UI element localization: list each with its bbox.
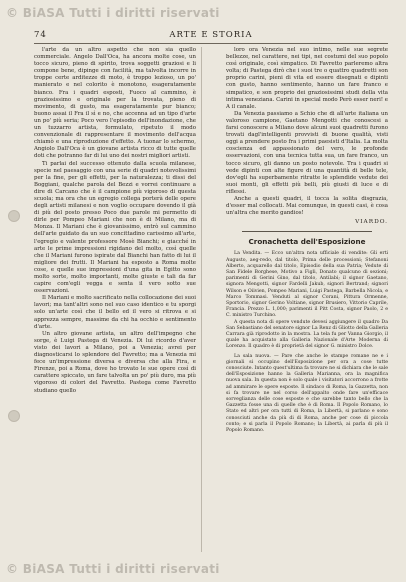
left-column [34, 47, 196, 554]
article-paragraph: Un altro giovane artista, un altro dell'impegno che sorge, è Luigi Pastega di Venezia. Di lui ricordo d'aver visto dei lavori a Milano, poi a Venezia; avrei per diagnosticarsi lo splendore del Favretto; ma a Venezia mi fece un'impressione diversa e diversa che alla Fira, e Firenze, poi a Roma, dove ho trovato le sue opere così di carattere spiccato, un fare talvolta un po' più duro, ma più vigoroso di colori del Favretto. Pastega come Favretto studiano quello [34, 330, 196, 394]
news-item: La Vendita. — Ecco un'altra nota ufficiale di vendite: Gli erti Augusto, aeg-redo, dal titolo, Prima delle processioni; Stefanoni Alberto, acquarello dal titolo, Episodio della sua Patria; Vedute di San Fidele Borghese, Motivo a Figli, Donato qualcuno di sezioni; parimenti di Gerini Gino, dal titolo, Antilabi; il signor Gaetano, signora Mengotti, signor Fardelli Jakub, signori Bertrand; signori Wilson e Oiivien, Pompeo Mariani, Luigi Pastega, Barbella Nicola, e Marco Tommasi. Venduti al signor Corani, Pittura Ormenne, Sportorio, signor Gerino Voltiane, signor Brusiero, Vittorio Caprile, Francia. Prezzo L. 1,000; parimenti il Pitt Costa, signor Paolo, 2 e C. ministro Turchino. [226, 251, 388, 319]
news-item: La sala nuova. — Pare che anche le stampe romane ne e i giornali si occupino dell'Esposizione per ora a cose tutte conosciute. Intanto quest'ultima fa trovare ne si dichiara che le sale dell'Esposizione hanno la Galleria Marianna, ora la magnifica nuova sala. In questa non è solo quale i visitatori accorrono a frotte ad ammirare le opere esposte. Il sindaco di Roma, la Gazzetta, non si fa trovare ne nel corso dell'appalto onde fare un'efficace sorveglianza delle cose esposte e che sarebbe tanto bello che la Gazzetta fosse una di quelle che è di Roma. Il Popolo Romano, lo Stato ed altri per ora tutti di Roma, la Libertà, si parlano e sono conosciuti anche da più di di Roma, anche per cose di piccola conto; e si parla il Popolo Romano; la Libertà, ai parla di più il Popolo Romano. [226, 353, 388, 434]
binding-hole-top [8, 210, 20, 222]
article-paragraph: loro ora Venezia nel suo intimo, nelle sue segrete bellezze, nel carattere, nei tipi, nei costumi del suo popolo così originale, così simpatico. Di Favretto parleremo altra volta; di Pastega dirò che i suoi tre o quattro quadretti son proprio carini, pieni di vita ed essere disegnati e dipinti con gusto, hanno sentimento, hanno un fare franco e simpatico, e son proprio dei graziosissimi studi della vita intima veneziana. Carini in special modo Però esser neri! e A il canale. [226, 47, 388, 110]
section-divider [242, 231, 372, 232]
watermark-bottom: © BiASA Tutti i diritti riservati [6, 562, 220, 576]
article-paragraph: Il Mariani e molto sacrificato nella collocazione dei suoi lavori; ma tant'altri sono nel suo caso identico e tu sporgi solo un'arte così che il bello ed il vero si ritrova e si apprezza sempre, massime da chi ha occhio e sentimento d'arte. [34, 295, 196, 330]
news-item: A questa nota di opere vendute devesi aggiungere il quadro Da San Sebastiano del senatore signor La Renz di Gliotto della Galleria Carrara già riprodotto in la mostra. La tela fu per Vanna Giorgio, il quale ha acquistato alla Galleria Nazionale d'Arte Moderna di Lorenzo. Il quadro è di proprietà del signor G. ministro Dolce. [226, 319, 388, 350]
right-column [226, 47, 388, 554]
page-number: 74 [34, 30, 47, 40]
header-rule [34, 43, 388, 44]
binding-hole-bottom [8, 410, 20, 422]
watermark-top: © BiASA Tutti i diritti riservati [6, 6, 220, 20]
article-paragraph: Anche a questi quadri, il tocca la solita disgrazia, d'esser mal collocati. Mai comunque, in questi casi, è cosa un'altra che merito gandios! [226, 195, 388, 217]
column-divider [201, 47, 202, 552]
article-paragraph: Da Venezia passiamo a Schio che di all'arte italiana un valoroso campione, Gaetano Mengotti che conoscesi a farsi conoscere a Milano dove alcuni suoi quadretti furono trovati dagl'intelligenti provvisti di buone qualità, visti oggi a prendere posto fra i primi paesisti d'Italia. La molta coscienza ed appassionato del vero, le profonde osservazioni, con una tecnica tutta sua, un fare franco, un tocco sicuro, gli danno un posto notevole. Tra i quadri si vede dipinti con alte figure di una quantità di belle tele, dov'egli ha superbamente ritratte le splendide vedute dei suoi monti, gli effetti più belli, più giusti di luce e di riflessi. [226, 110, 388, 195]
author-signature: VIARDO. [355, 219, 388, 226]
section-heading: Cronachetta dell'Esposizione [248, 237, 366, 247]
article-paragraph: Ti parlai del successo ottenuto dalla scuola milanese, specie nel paesaggio con una serie di quadri notevolissimi per la fine, per gli effetti, per la naturalezza; ti dissi del Boggiani, qualche parola del Bezzi e vorrei continuare a dire di Carcano che è il campione più vigoroso di questa scuola; ma ora che un egregio collega porterà delle opere degli artisti milanesi e non voglio occupare dovendo il già di più del posto presso Poco due parole mi permetto di dirle per Pompeo Mariani che non è di Milano, ma di Monza. Il Mariani che è giovanissimo, entrò sul cammino dell'arte guidato da un suo concittadino carissimo all'arte, l'egregio e valente professore Mosè Bianchi; e giacché in arte le prime impressioni rigidano del molto, così quelle che il Mariani furono ispirate dal Bianchi han fatto di lui il migliore dei frutti. Il Mariani ha esposto a Roma molte cose, e quelle sue impressioni d'una gita in Egitto sono molto sorte, molto importanti, molte giuste e tali da far capire com'egli vegga e senta il vero sotto sue osservazioni. [34, 160, 196, 295]
article-paragraph: l'arte da un altro aspetto che non sia quello commerciale. Angelo Dall'Oca, ha ancora molte cose, un tocco sicuro, pieno di spirito, trova soggetti graziosi e li compone bene, dipinge con facilità, ma talvolta incorre in troppe certe arditezze di moto, è troppo lezioso, un po' manierato e nel colorito è monotono, esageratamente bianco. Fra i quadri esposti, Fuoco al cammino, è graziosissimo e originale per la trovata, pieno di movimento, di gusto, ma esageratamente pur bianco; buono assai il Fra il sì e no, che accenna ad un tipo d'arte un po' più seria; Poco vero l'episodio dell'inondazione, che un tuzzarro artista, formulato, ripetuto il modo convenzionale di rappresentare il movimento dell'acqua chiamò e una riproduzione d'effetto. A tuonar lo schermo, Angiolo Dall'Oca è un giovane artista ricco di tutte quelle doti che potranno far di lui uno dei nostri migliori artisti. [34, 47, 196, 160]
page-header [34, 30, 388, 42]
publication-title: ARTE E STORIA [169, 30, 253, 40]
